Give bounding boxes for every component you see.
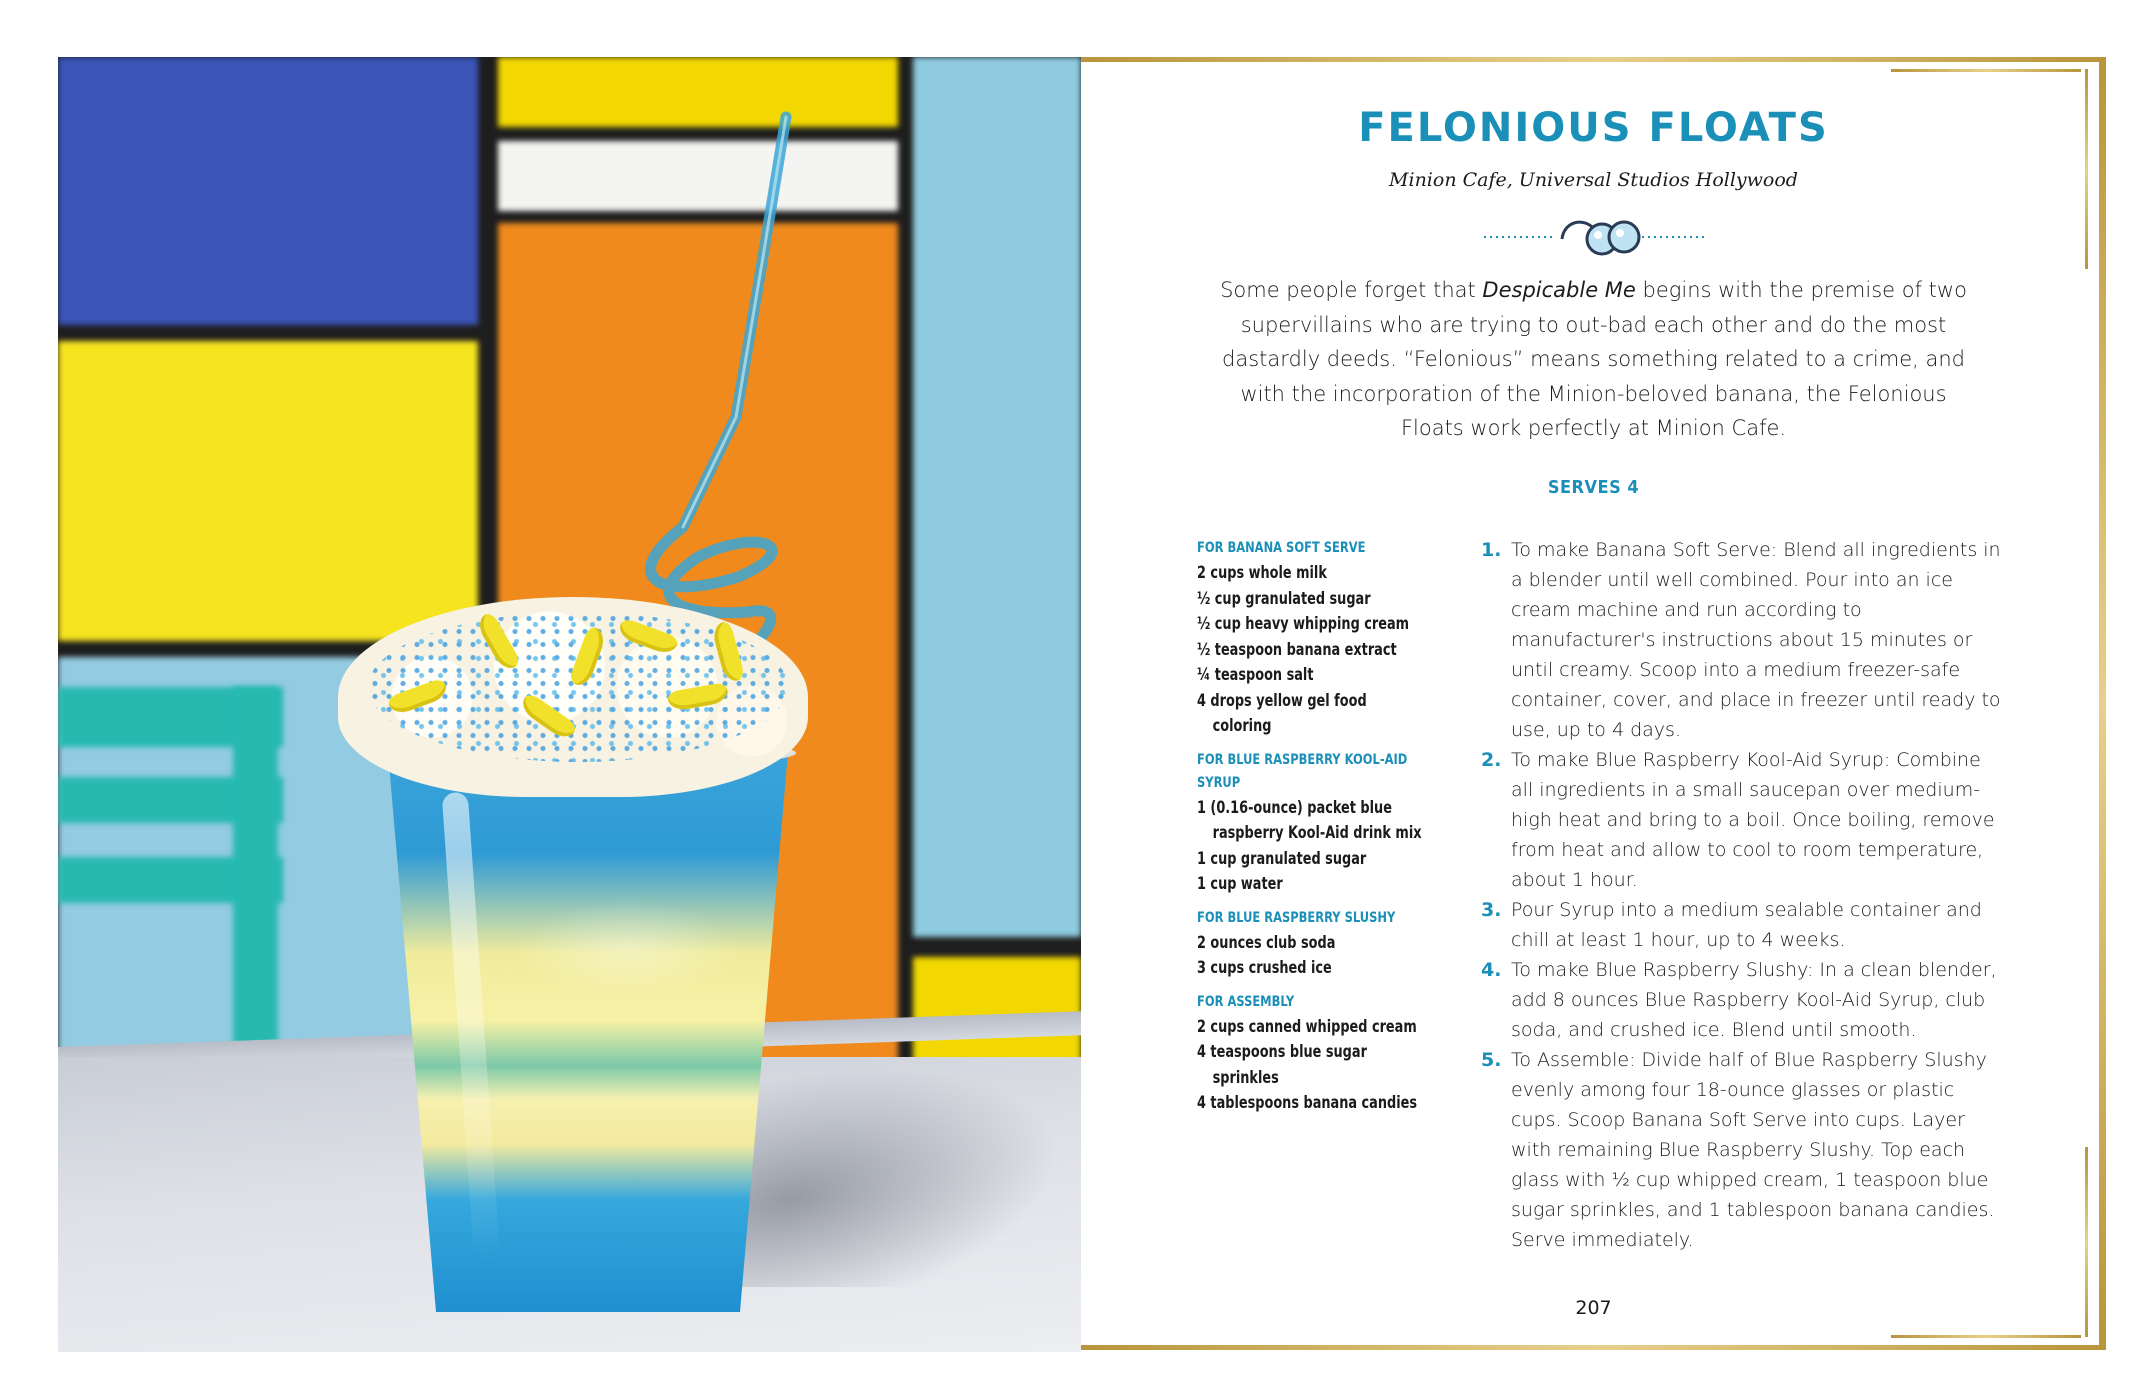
- ingredient-item: ½ teaspoon banana extract: [1197, 639, 1397, 659]
- ingredient-group-heading: FOR BANANA SOFT SERVE: [1197, 540, 1366, 556]
- frame-bottom: [1081, 1345, 2106, 1350]
- step-number: 3.: [1481, 899, 1502, 921]
- ingredient-group-heading: FOR BLUE RASPBERRY SLUSHY: [1197, 909, 1396, 926]
- ingredient-item: 2 ounces club soda: [1197, 932, 1336, 952]
- recipe-page: [1081, 57, 2106, 1352]
- step-number: 2.: [1481, 749, 1502, 771]
- step-text: To make Blue Raspberry Kool-Aid Syrup: Combine all ingredients in a small saucepan over medium-high heat and bring to a boil. Once boiling, remove from heat and allow to cool to room temperature, about 1 hour.: [1511, 749, 1995, 891]
- ingredient-item: 2 cups canned whipped cream: [1197, 1016, 1417, 1036]
- ingredient-item: 2 cups whole milk: [1197, 563, 1327, 582]
- ingredient-item: 3 cups crushed ice: [1197, 958, 1332, 977]
- intro-text: begins with the premise of two supervillains who are trying to out-bad each other and do the most dastardly deeds. “Felonious” means something related to a crime, and with the incorporation of the Minion-beloved banana, the Felonious Floats work perfectly at Minion Cafe.: [1222, 278, 1967, 440]
- step-number: 5.: [1481, 1049, 1502, 1071]
- step-text: To make Blue Raspberry Slushy: In a clean blender, add 8 ounces Blue Raspberry Kool-Aid Syrup, club soda, and crushed ice. Blend until smooth.: [1511, 959, 1997, 1041]
- step-text: To make Banana Soft Serve: Blend all ingredients in a blender until well combined. Pour into an ice cream machine and run according to manufacturer's instructions about 15 minutes or until creamy. Scoop into a medium freezer-safe container, cover, and place in freezer until ready to use, up to 4 days.: [1511, 539, 2001, 741]
- step-number: 1.: [1481, 539, 1502, 561]
- serves-label: SERVES 4: [1547, 477, 1640, 498]
- ingredient-item: 1 (0.16-ounce) packet blue raspberry Kool-Aid drink mix: [1197, 797, 1422, 842]
- step-number: 4.: [1481, 959, 1502, 981]
- frame-right: [2099, 57, 2106, 1350]
- ingredient-item: ½ cup granulated sugar: [1197, 588, 1371, 608]
- ingredient-item: 4 tablespoons banana candies: [1197, 1093, 1418, 1112]
- frame-bottom-inner: [1891, 1335, 2081, 1338]
- recipe-location: Minion Cafe, Universal Studios Hollywood: [1389, 169, 1798, 191]
- ingredients-list: [1197, 537, 1427, 1116]
- recipe-title: FELONIOUS FLOATS: [1358, 105, 1829, 151]
- page-number: 207: [1575, 1297, 1612, 1319]
- direction-step: [1481, 895, 2006, 955]
- recipe-intro: [1211, 273, 1976, 446]
- direction-step: [1481, 1045, 2006, 1255]
- ingredient-item: ¼ teaspoon salt: [1197, 665, 1314, 684]
- directions-list: [1481, 535, 2006, 1255]
- direction-step: [1481, 535, 2006, 745]
- ingredient-group-heading: FOR BLUE RASPBERRY KOOL-AID SYRUP: [1197, 751, 1408, 791]
- ingredient-group-heading: FOR ASSEMBLY: [1197, 993, 1295, 1010]
- ingredient-item: ½ cup heavy whipping cream: [1197, 614, 1410, 633]
- frame-top-inner: [1891, 69, 2081, 72]
- intro-text: Some people forget that: [1220, 278, 1483, 302]
- ingredient-item: 4 teaspoons blue sugar sprinkles: [1197, 1042, 1367, 1087]
- ingredient-item: 1 cup water: [1197, 874, 1283, 893]
- step-text: To Assemble: Divide half of Blue Raspberry Slushy evenly among four 18-ounce glasses or plastic cups. Scoop Banana Soft Serve into cups. Layer with remaining Blue Raspberry Slushy. Top each glass with ½ cup whipped cream, 1 teaspoon blue sugar sprinkles, and 1 tablespoon banana candies. Serve immediately.: [1511, 1049, 1995, 1251]
- intro-film-title: Despicable Me: [1482, 278, 1636, 302]
- step-text: Pour Syrup into a medium sealable container and chill at least 1 hour, up to 4 weeks.: [1511, 899, 1982, 951]
- ingredient-item: 1 cup granulated sugar: [1197, 848, 1367, 868]
- plastic-cup: [388, 752, 788, 1312]
- minion-goggles-icon: [1484, 209, 1704, 265]
- drink-photo: [58, 57, 1081, 1352]
- ingredient-item: 4 drops yellow gel food coloring: [1197, 690, 1367, 735]
- frame-top: [1081, 57, 2106, 62]
- direction-step: [1481, 955, 2006, 1045]
- direction-step: [1481, 745, 2006, 895]
